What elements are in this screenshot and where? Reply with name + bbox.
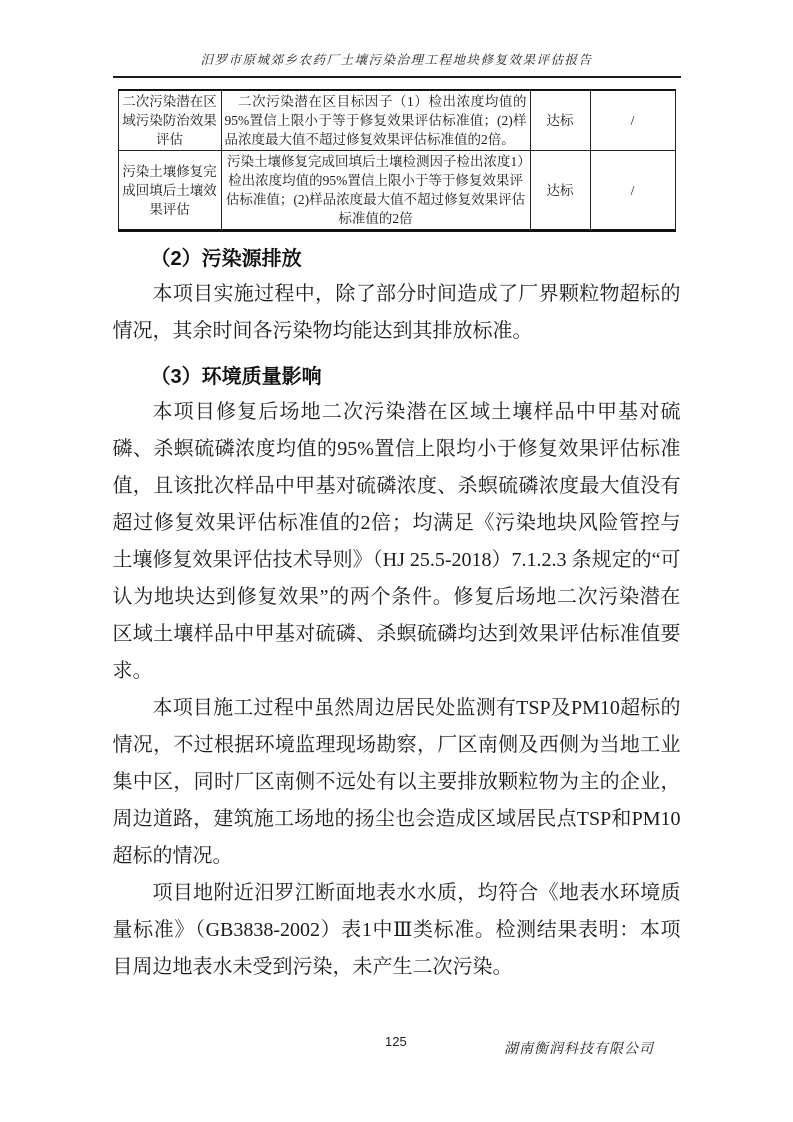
table-cell-result: 达标 <box>530 90 590 151</box>
footer-page-number: 125 <box>385 1034 407 1049</box>
table-row <box>118 151 675 231</box>
paragraph: 本项目实施过程中，除了部分时间造成了厂界颗粒物超标的情况，其余时间各污染物均能达到其排放标准。 <box>112 283 681 342</box>
table-row <box>118 90 675 151</box>
page-content <box>113 89 681 986</box>
evaluation-table <box>118 89 676 232</box>
footer-company-name: 湖南衡润科技有限公司 <box>504 1042 654 1057</box>
header-rule <box>113 76 681 78</box>
section-heading-pollution-discharge: （2）污染源排放 <box>150 248 302 270</box>
table-cell-item: 二次污染潜在区域污染防治效果评估 <box>118 90 221 151</box>
paragraph: 本项目修复后场地二次污染潜在区域土壤样品中甲基对硫磷、杀螟硫磷浓度均值的95%置信上限均小于修复效果评估标准值，且该批次样品中甲基对硫磷浓度、杀螟硫磷浓度最大值没有超过修复效果评估标准值的2倍；均满足《污染地块风险管控与土壤修复效果评估技术导则》（HJ 25.5-2018）7.1.2.3 条规定的“可认为地块达到修复效果”的两个条件。修复后场地二次污染潜在区域土壤样品中甲基对硫磷、杀螟硫磷均达到效果评估标准值要求。 <box>112 401 681 682</box>
table-cell-remark: / <box>590 151 675 231</box>
section-heading-environmental-quality: （3）环境质量影响 <box>150 366 322 388</box>
paragraph: 本项目施工过程中虽然周边居民处监测有TSP及PM10超标的情况，不过根据环境监理现场勘察，厂区南侧及西侧为当地工业集中区，同时厂区南侧不远处有以主要排放颗粒物为主的企业，周边道路，建筑施工场地的扬尘也会造成区域居民点TSP和PM10超标的情况。 <box>112 697 681 867</box>
table-cell-result: 达标 <box>530 151 590 231</box>
table-cell-criteria: 污染土壤修复完成回填后土壤检测因子检出浓度1）检出浓度均值的95%置信上限小于等于修复效果评估标准值；(2)样品浓度最大值不超过修复效果评估标准值的2倍 <box>221 151 530 231</box>
table-cell-remark: / <box>590 90 675 151</box>
table-cell-criteria: 二次污染潜在区目标因子（1）检出浓度均值的95%置信上限小于等于修复效果评估标准值；(2)样品浓度最大值不超过修复效果评估标准值的2倍。 <box>221 90 530 151</box>
paragraph: 项目地附近汨罗江断面地表水水质，均符合《地表水环境质量标准》（GB3838-2002）表1中Ⅲ类标准。检测结果表明：本项目周边地表水未受到污染，未产生二次污染。 <box>112 882 681 978</box>
page-header-title: 汨罗市原城郊乡农药厂土壤污染治理工程地块修复效果评估报告 <box>200 53 593 67</box>
table-cell-item: 污染土壤修复完成回填后土壤效果评估 <box>118 151 221 231</box>
